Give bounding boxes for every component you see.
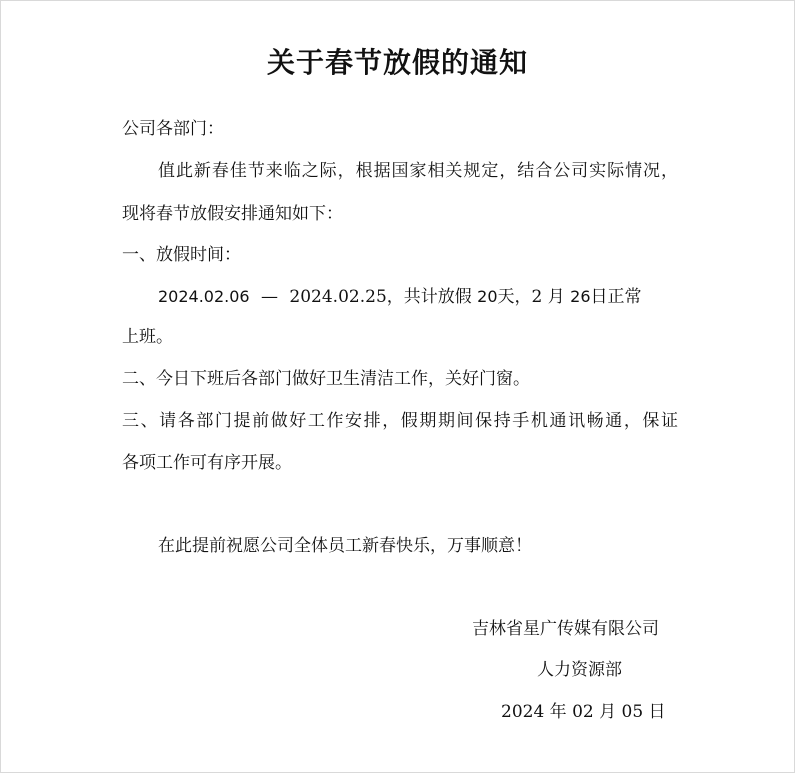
item-1-line-2: 上班。 [122, 327, 173, 347]
holiday-end-date: 2024.02.25，共计放假 [289, 287, 472, 307]
signature-date: 2024 年 02 月 05 日 [501, 702, 666, 722]
item-3-line-2: 各项工作可有序开展。 [122, 453, 292, 473]
signature-company: 吉林省星广传媒有限公司 [472, 619, 659, 639]
intro-line-1: 值此新春佳节来临之际，根据国家相关规定，结合公司实际情况， [158, 161, 678, 181]
holiday-days-count: 20 [477, 287, 498, 306]
salutation: 公司各部门： [122, 119, 224, 139]
closing-wishes: 在此提前祝愿公司全体员工新春快乐，万事顺意！ [158, 536, 532, 556]
item-1-heading: 一、放假时间： [122, 245, 241, 265]
document-title: 关于春节放假的通知 [266, 46, 528, 79]
item-2: 二、今日下班后各部门做好卫生清洁工作，关好门窗。 [122, 369, 530, 389]
holiday-days-unit: 天，2 月 [497, 287, 565, 307]
item-3-line-1: 三、请各部门提前做好工作安排，假期期间保持手机通讯畅通，保证 [122, 411, 678, 431]
signature-department: 人力资源部 [537, 660, 622, 680]
item-1-line-1 [158, 287, 642, 307]
holiday-start-date: 2024.02.06 [158, 287, 250, 306]
intro-line-2: 现将春节放假安排通知如下： [122, 204, 343, 224]
resume-day: 26 [570, 287, 591, 306]
date-range-dash: — [261, 287, 279, 307]
resume-tail: 日正常 [590, 287, 642, 307]
